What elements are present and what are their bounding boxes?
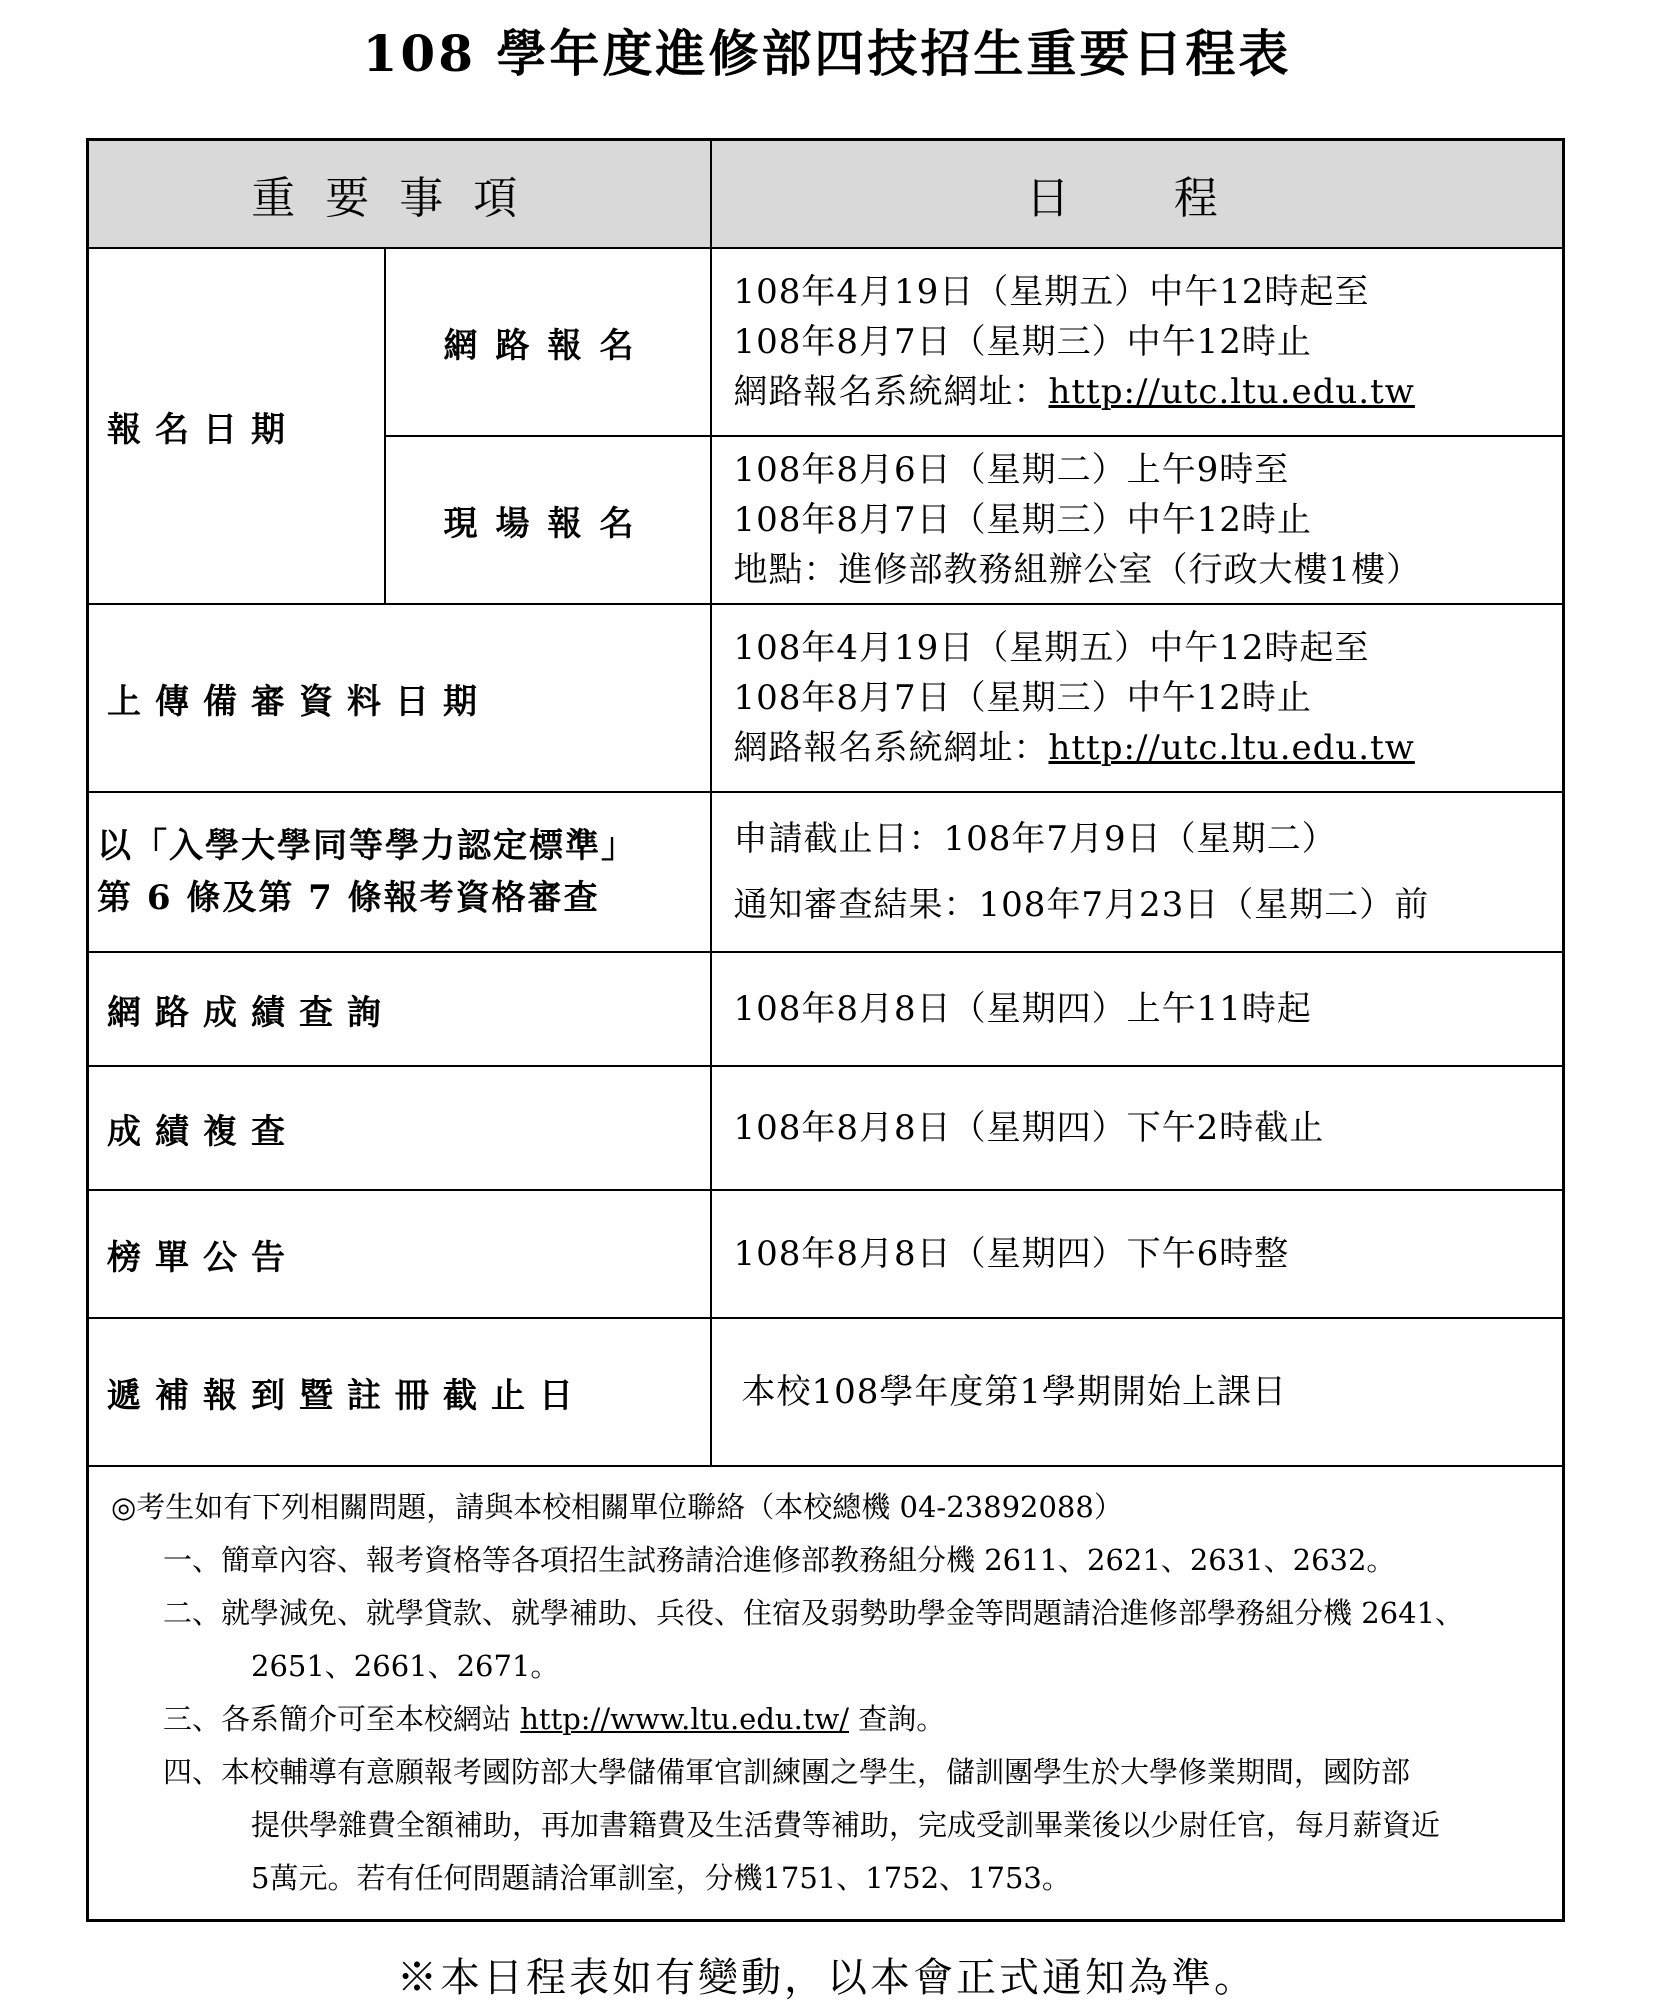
registration-label: 報名日期: [88, 248, 385, 604]
row-notes: [88, 1466, 1564, 1921]
online-registration-schedule: [711, 248, 1564, 436]
note-item-1: 一、簡章內容、報考資格等各項招生試務請洽進修部教務組分機 2611、2621、2631、2632。: [163, 1543, 1396, 1577]
row-enrollment: [88, 1318, 1564, 1466]
note-item-3-prefix: 三、各系簡介可至本校網站: [163, 1702, 521, 1736]
registration-url-link[interactable]: http://utc.ltu.edu.tw: [1048, 372, 1415, 412]
equivalency-label: [88, 792, 711, 952]
score-review-schedule: 108年8月8日（星期四）下午2時截止: [711, 1066, 1564, 1190]
enrollment-schedule: 本校108學年度第1學期開始上課日: [711, 1318, 1564, 1466]
notes-cell: [88, 1466, 1564, 1921]
schedule-line: 108年8月7日（星期三）中午12時止: [733, 678, 1312, 718]
note-item-3: [111, 1693, 1552, 1746]
header-row: [88, 140, 1564, 249]
school-website-link[interactable]: http://www.ltu.edu.tw/: [520, 1702, 850, 1736]
header-schedule: 日 程: [711, 140, 1564, 249]
url-prefix: 網路報名系統網址：: [733, 372, 1049, 412]
footer-note: ※本日程表如有變動，以本會正式通知為準。: [397, 1955, 1257, 2001]
schedule-line: 108年4月19日（星期五）中午12時起至: [733, 628, 1370, 668]
score-query-schedule: 108年8月8日（星期四）上午11時起: [711, 952, 1564, 1066]
upload-url-link[interactable]: http://utc.ltu.edu.tw: [1048, 728, 1415, 768]
schedule-line: [734, 723, 1563, 773]
header-item: 重要事項: [88, 140, 711, 249]
schedule-table: [86, 138, 1565, 1922]
onsite-registration-label: 現場報名: [385, 436, 711, 604]
results-schedule: 108年8月8日（星期四）下午6時整: [711, 1190, 1564, 1318]
equivalency-schedule: [711, 792, 1564, 952]
row-results: [88, 1190, 1564, 1318]
page-title: 108 學年度進修部四技招生重要日程表: [362, 24, 1292, 83]
schedule-line: 地點：進修部教務組辦公室（行政大樓1樓）: [733, 550, 1422, 590]
schedule-line: 108年8月6日（星期二）上午9時至: [733, 450, 1290, 490]
schedule-line: 108年8月7日（星期三）中午12時止: [733, 322, 1312, 362]
equivalency-label-line: 第 6 條及第 7 條報考資格審查: [97, 878, 600, 918]
results-label: 榜單公告: [88, 1190, 711, 1318]
row-online-registration: [88, 248, 1564, 436]
score-query-label: 網路成績查詢: [88, 952, 711, 1066]
row-upload: [88, 604, 1564, 792]
note-item-4: 四、本校輔導有意願報考國防部大學儲備軍官訓練團之學生，儲訓團學生於大學修業期間，國防部: [163, 1755, 1411, 1789]
schedule-line: 申請截止日：108年7月9日（星期二）: [733, 819, 1337, 859]
note-item-3-suffix: 查詢。: [849, 1702, 946, 1736]
onsite-registration-schedule: [711, 436, 1564, 604]
row-score-review: [88, 1066, 1564, 1190]
score-review-label: 成績複查: [88, 1066, 711, 1190]
url-prefix: 網路報名系統網址：: [733, 728, 1049, 768]
online-registration-label: 網路報名: [385, 248, 711, 436]
row-score-query: [88, 952, 1564, 1066]
schedule-line: [734, 367, 1563, 417]
note-item-2-cont: 2651、2661、2671。: [251, 1649, 560, 1683]
upload-schedule: [711, 604, 1564, 792]
schedule-line: 108年8月7日（星期三）中午12時止: [733, 500, 1312, 540]
row-equivalency: [88, 792, 1564, 952]
note-item-2: 二、就學減免、就學貸款、就學補助、兵役、住宿及弱勢助學金等問題請洽進修部學務組分機 2641、: [163, 1596, 1465, 1630]
enrollment-label: 遞補報到暨註冊截止日: [88, 1318, 711, 1466]
schedule-line: 通知審查結果：108年7月23日（星期二）前: [733, 885, 1430, 925]
notes-intro: ◎考生如有下列相關問題，請與本校相關單位聯絡（本校總機 04-23892088）: [111, 1490, 1123, 1524]
note-item-4-cont2: 5萬元。若有任何問題請洽軍訓室，分機1751、1752、1753。: [251, 1861, 1071, 1895]
note-item-4-cont: 提供學雜費全額補助，再加書籍費及生活費等補助，完成受訓畢業後以少尉任官，每月薪資近: [251, 1808, 1441, 1842]
equivalency-label-line: 以「入學大學同等學力認定標準」: [97, 826, 637, 866]
schedule-line: 108年4月19日（星期五）中午12時起至: [733, 272, 1370, 312]
upload-label: 上傳備審資料日期: [88, 604, 711, 792]
